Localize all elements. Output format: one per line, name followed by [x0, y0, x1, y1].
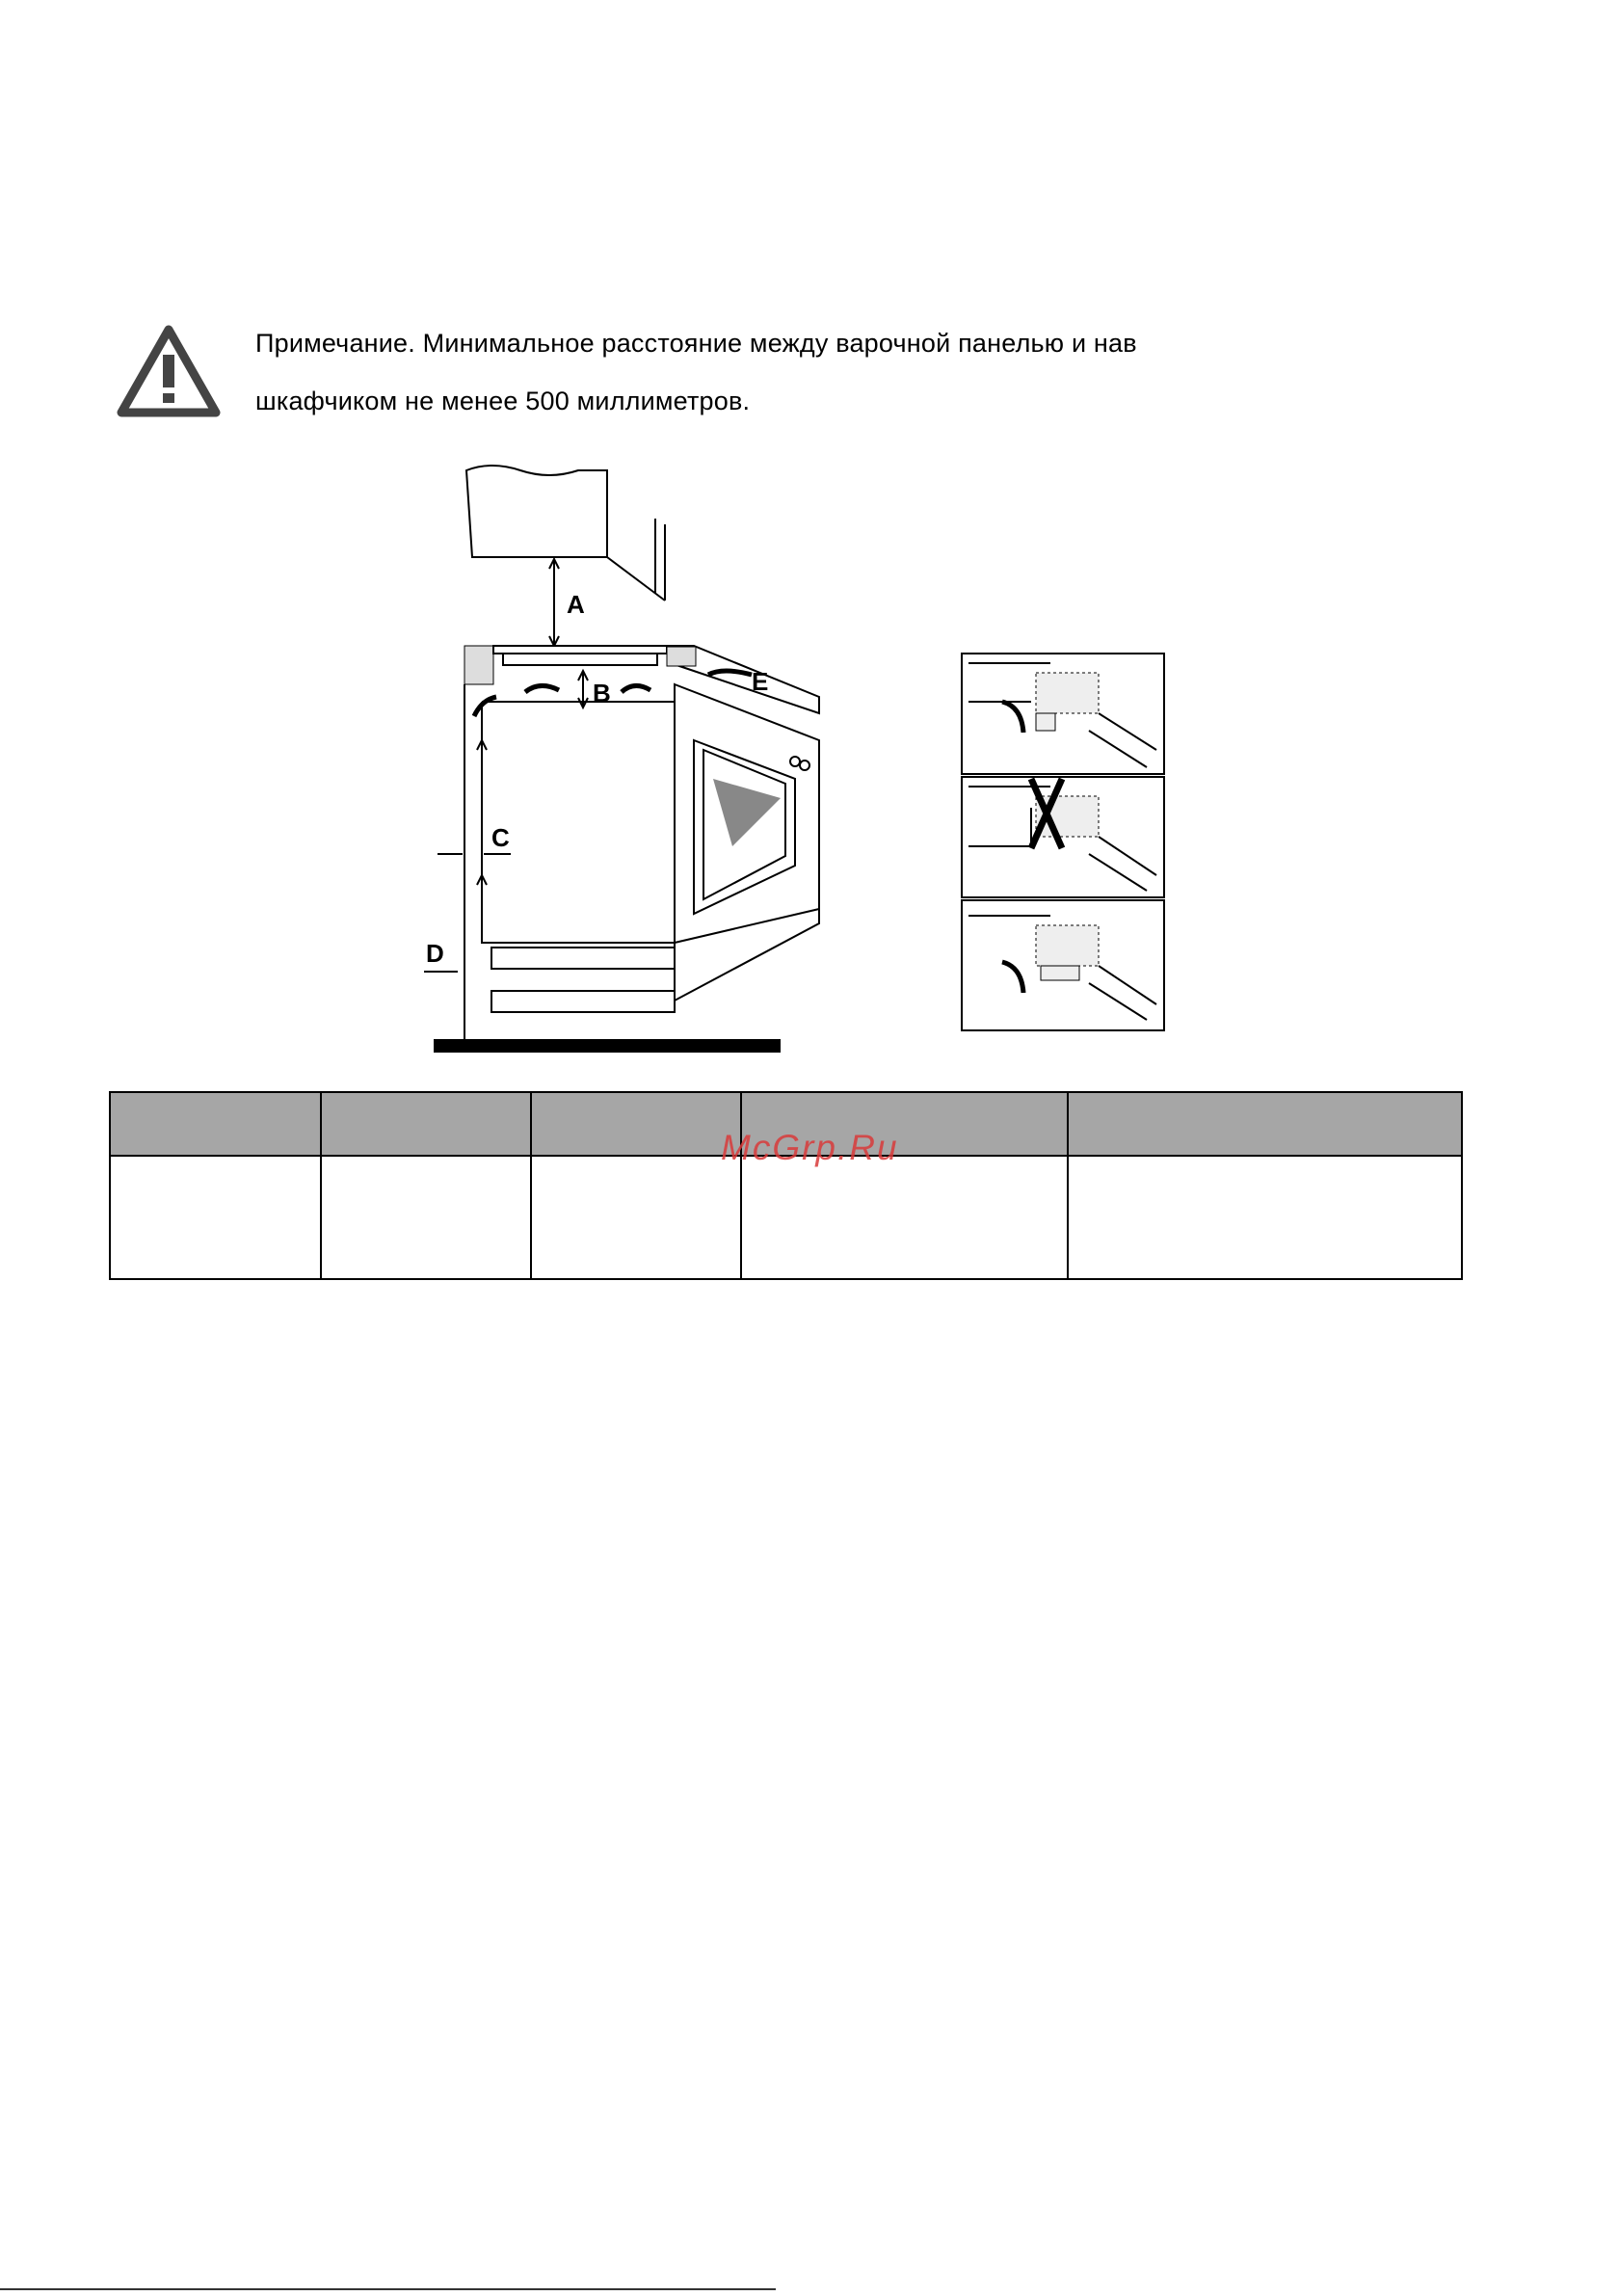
table-cell [1068, 1156, 1462, 1279]
watermark: McGrp.Ru [721, 1128, 899, 1167]
label-a: A [567, 590, 585, 619]
note-line-1: Примечание. Минимальное расстояние между варочной панелью и нав [255, 329, 1137, 358]
diagram-svg [414, 461, 1205, 1058]
table-header-cell [321, 1092, 531, 1156]
worktop-left [464, 646, 493, 684]
table-cell [321, 1156, 531, 1279]
table-cell [531, 1156, 741, 1279]
detail-panel-correct-2 [962, 900, 1164, 1030]
spec-table [109, 1091, 1463, 1280]
note-line-2: шкафчиком не менее 500 миллиметров. [255, 387, 751, 415]
installation-diagram [414, 461, 1205, 1058]
table-cell [110, 1156, 321, 1279]
table-header-cell [110, 1092, 321, 1156]
label-b: B [593, 679, 611, 707]
table-row [110, 1156, 1462, 1279]
detail-panel-correct-1 [962, 654, 1164, 774]
floor [434, 1039, 781, 1053]
warning-triangle-icon [116, 324, 222, 420]
label-d: D [426, 939, 444, 968]
detail-panel-incorrect [962, 777, 1164, 897]
table-header-cell [1068, 1092, 1462, 1156]
label-e: E [752, 667, 769, 696]
label-c: C [491, 823, 510, 852]
footer-divider [0, 2288, 776, 2290]
table-header-cell [531, 1092, 741, 1156]
table-cell [741, 1156, 1068, 1279]
